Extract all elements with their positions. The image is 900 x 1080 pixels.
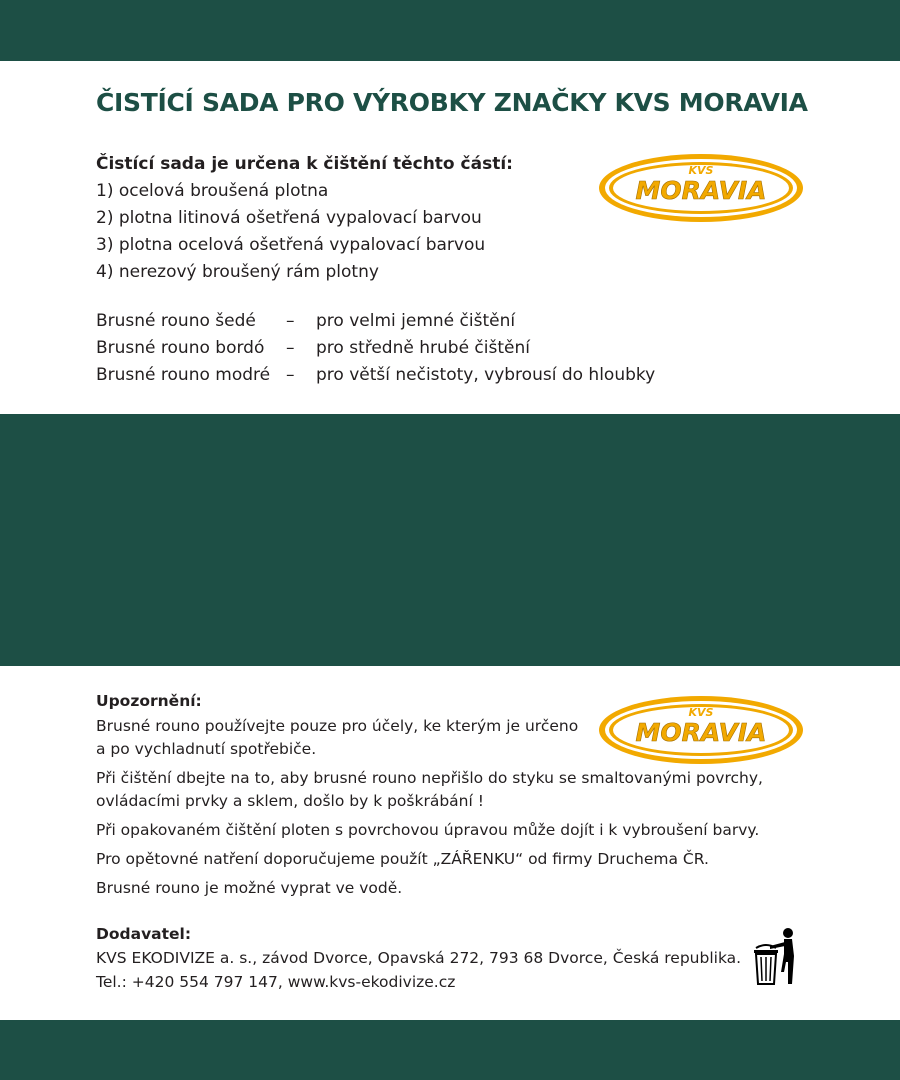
warning-line: ovládacími prvky a sklem, došlo by k poškrábání ! [96,792,484,810]
parts-item: 2) plotna litinová ošetřená vypalovací barvou [96,208,482,228]
bottom-band [0,1020,900,1080]
warning-line: Brusné rouno používejte pouze pro účely, ke kterým je určeno [96,717,579,735]
warning-line: Pro opětovné natření doporučujeme použít „ZÁŘENKU“ od firmy Druchema ČR. [96,850,709,868]
kvs-moravia-logo [596,692,806,766]
warning-paragraph [96,819,763,842]
parts-item: 4) nerezový broušený rám plotny [96,262,379,282]
fleece-name: Brusné rouno bordó [96,338,265,358]
parts-item: 1) ocelová broušená plotna [96,181,329,201]
supplier-heading: Dodavatel: [96,925,192,943]
warning-line: Při čištění dbejte na to, aby brusné rouno nepřišlo do styku se smaltovanými povrchy, [96,769,763,787]
fleece-use: pro středně hrubé čištění [316,338,530,358]
fleece-row [96,335,655,362]
fleece-dash: – [286,311,295,331]
warning-line: Brusné rouno je možné vyprat ve vodě. [96,879,403,897]
fleece-list [96,308,655,389]
fleece-dash: – [286,365,295,385]
parts-list [96,151,513,286]
svg-text:MORAVIA: MORAVIA [635,176,767,205]
svg-text:KVS: KVS [688,164,714,177]
warning-line: Při opakovaném čištění ploten s povrchovou úpravou může dojít i k vybroušení barvy. [96,821,760,839]
middle-band [0,414,900,666]
fleece-row [96,308,655,335]
warning-line: a po vychladnutí spotřebiče. [96,740,317,758]
fleece-use: pro velmi jemné čištění [316,311,516,331]
fleece-use: pro větší nečistoty, vybrousí do hloubky [316,365,656,385]
supplier-section [96,922,741,994]
svg-text:KVS: KVS [688,706,714,719]
page-title: ČISTÍCÍ SADA PRO VÝROBKY ZNAČKY KVS MORAVIA [96,88,808,117]
fleece-dash: – [286,338,295,358]
fleece-row [96,362,655,389]
fleece-name: Brusné rouno šedé [96,311,256,331]
warning-heading: Upozornění: [96,692,202,710]
warning-paragraph [96,877,763,900]
warning-paragraph [96,848,763,871]
top-band [0,0,900,61]
parts-item: 3) plotna ocelová ošetřená vypalovací barvou [96,235,486,255]
parts-heading: Čistící sada je určena k čištění těchto částí: [96,154,513,174]
svg-text:MORAVIA: MORAVIA [635,718,767,747]
trash-bin-person-icon [748,926,800,988]
kvs-moravia-logo [596,150,806,224]
fleece-name: Brusné rouno modré [96,365,271,385]
supplier-contact: Tel.: +420 554 797 147, www.kvs-ekodivize.cz [96,973,456,991]
supplier-address: KVS EKODIVIZE a. s., závod Dvorce, Opavská 272, 793 68 Dvorce, Česká republika. [96,949,742,967]
warning-paragraph [96,767,763,813]
